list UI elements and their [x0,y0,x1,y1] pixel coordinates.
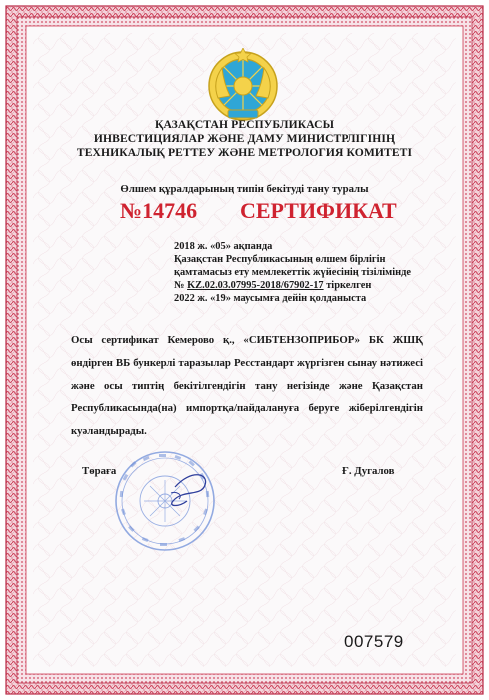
header-country: ҚАЗАҚСТАН РЕСПУБЛИКАСЫ [154,118,335,131]
signatory-name: Ғ. Дугалов [342,465,395,477]
body-line-1: Осы сертификат Кемерово қ., «СИБТЕНЗОПРИБОР» БК ЖШҚ [71,334,423,346]
certificate-heading [120,198,397,224]
body-line-5: куәландырады. [71,425,147,437]
registration-number-line [174,279,371,292]
body-line-2: өндірген ВБ бункерлі таразылар Ресстандарт жүргізген сынау нәтижесі [71,357,423,369]
registration-number-prefix: № [174,280,185,291]
certificate-number: №14746 [120,198,198,223]
certificate-subtitle: Өлшем құралдарының типін бекітуді тану туралы [120,183,369,195]
certificate-title: СЕРТИФИКАТ [240,198,397,223]
kazakhstan-emblem-icon [204,48,282,122]
header-committee: ТЕХНИКАЛЫҚ РЕТТЕУ ЖӘНЕ МЕТРОЛОГИЯ КОМИТЕТІ [76,146,413,159]
registration-line-3: қамтамасыз ету мемлекеттік жүйесінің тізілімінде [174,267,411,278]
registry-number: KZ.02.03.07995-2018/67902-17 [187,280,324,291]
body-line-4: Республикасында(на) импортқа/пайдалануға беруге жіберілгендігін [71,402,423,414]
validity-date: 2022 ж. «19» маусымға дейін қолданыста [174,293,367,304]
signatory-role: Төраға [82,465,117,477]
serial-number: 007579 [344,632,404,651]
registration-line-2: Қазақстан Республикасының өлшем бірлігін [174,254,386,265]
official-seal-icon [113,449,217,553]
header-ministry: ИНВЕСТИЦИЯЛАР ЖӘНЕ ДАМУ МИНИСТРЛІГІНІҢ [93,132,396,145]
body-line-3: және осы типтің бекітілгендігін тану негізінде және Қазақстан [71,380,423,392]
registration-date: 2018 ж. «05» ақпанда [174,241,273,252]
registration-number-suffix: тіркелген [326,280,372,291]
